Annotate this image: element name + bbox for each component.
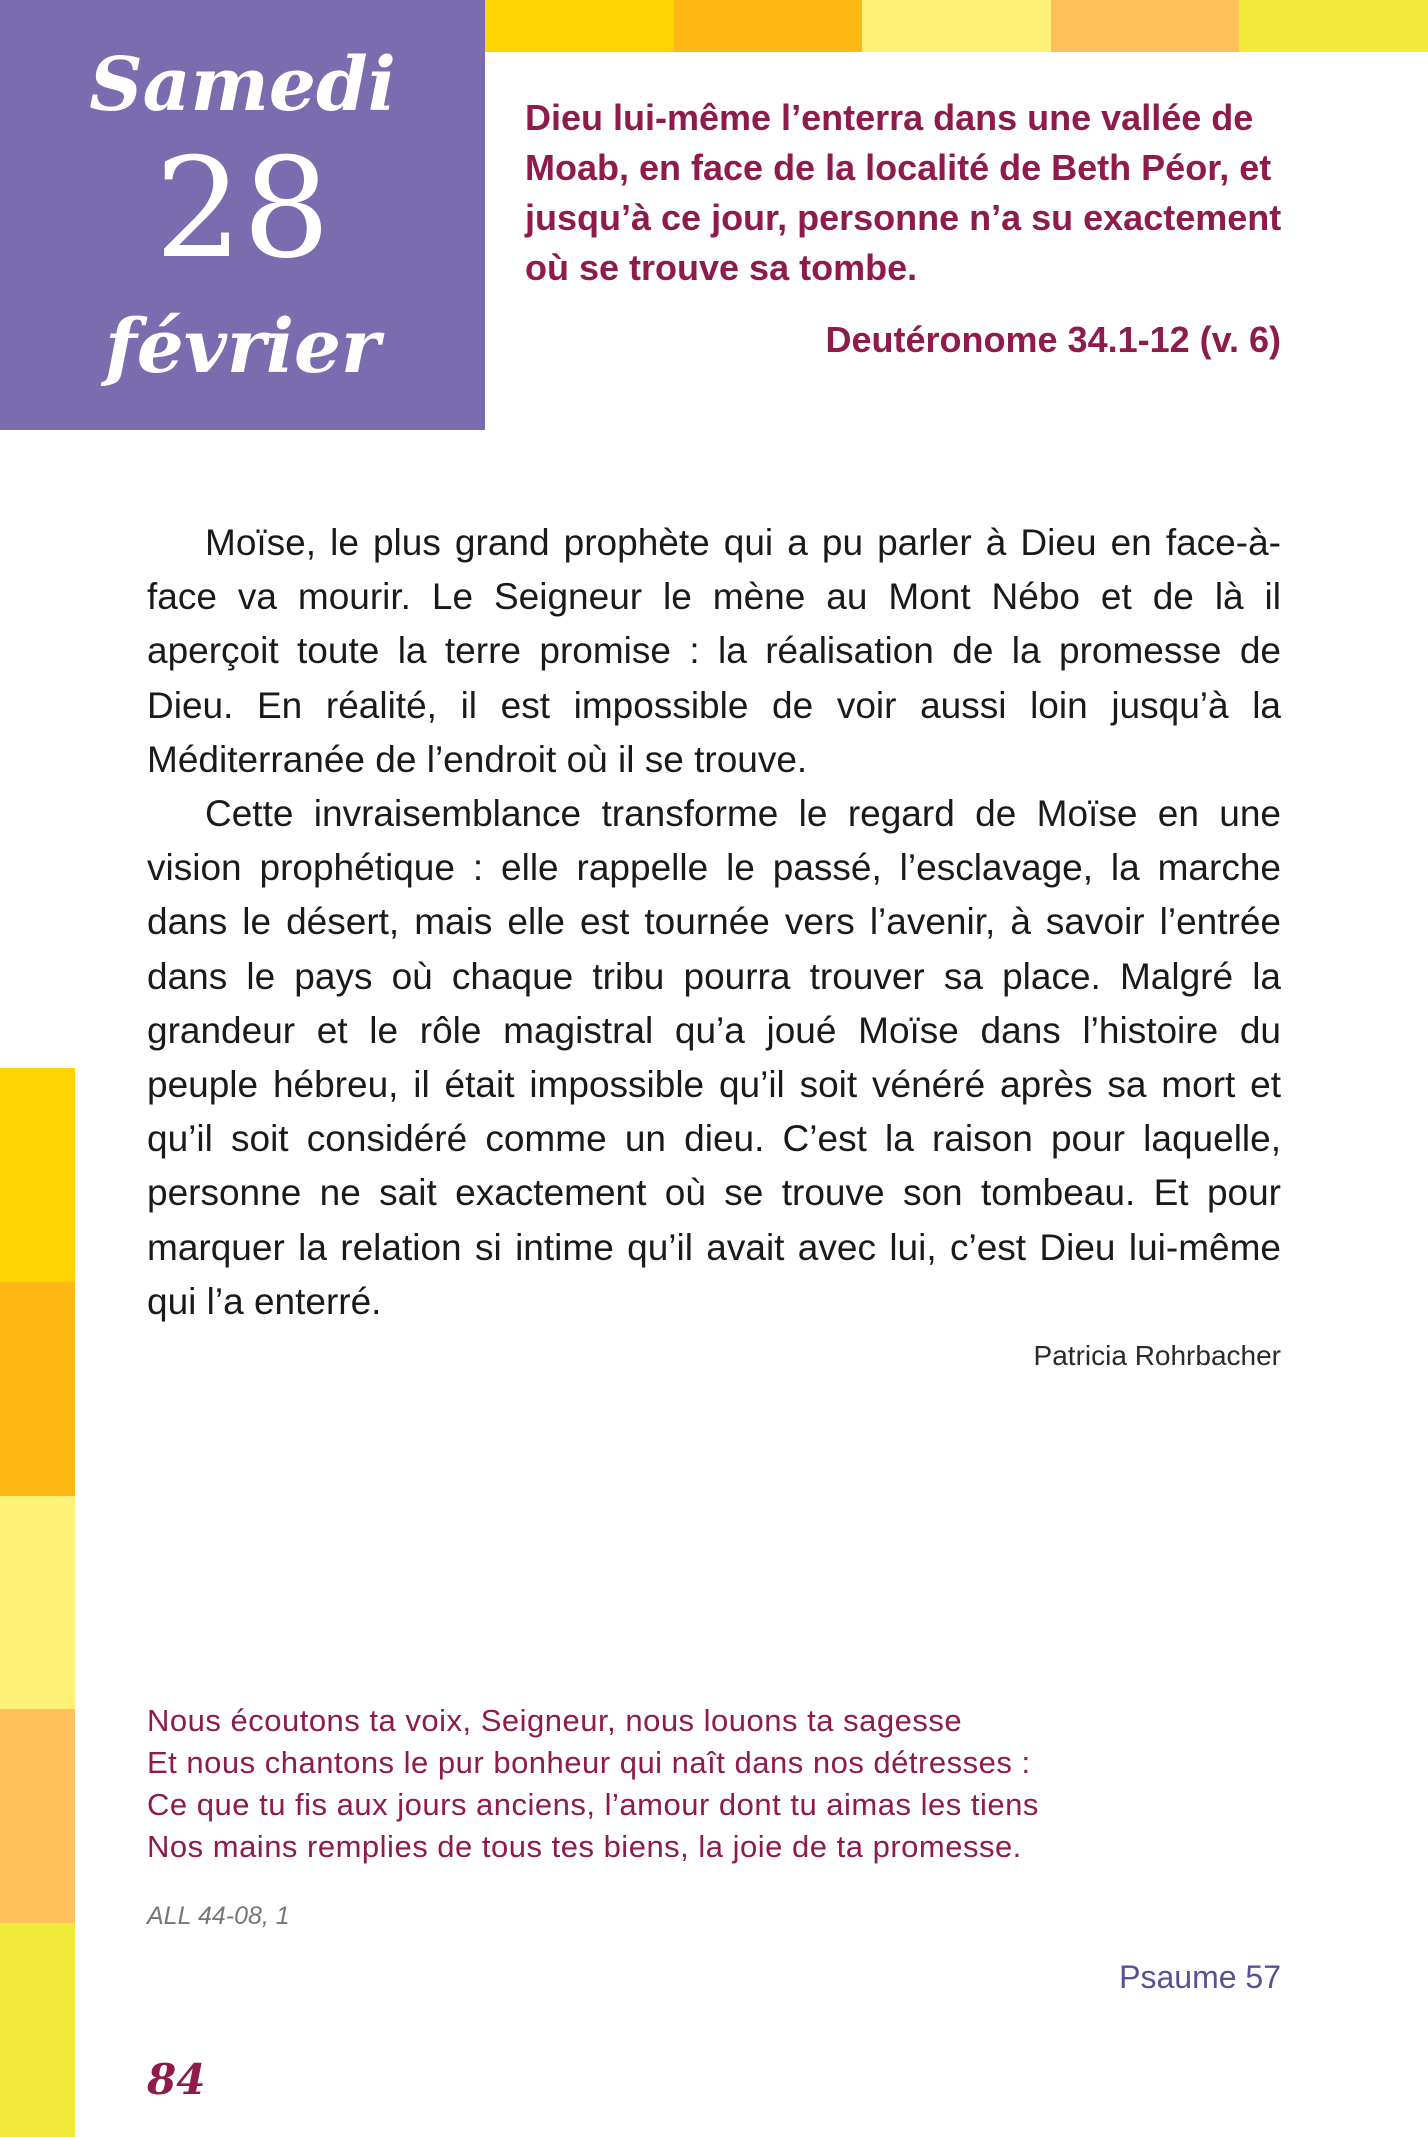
bible-verse: Dieu lui-même l’enterra dans une vallée de Moab, en face de la localité de Beth Péor, et jusqu’à ce jour, personne n’a su exactement où se trouve sa tombe. <box>525 97 1282 288</box>
date-month: février <box>104 304 381 390</box>
top-stripe <box>485 0 674 52</box>
hymn-code: ALL 44-08, 1 <box>147 1902 290 1930</box>
prayer-line: Et nous chantons le pur bonheur qui naît dans nos détresses : <box>147 1745 1031 1780</box>
date-number: 28 <box>154 128 331 289</box>
left-stripe <box>0 1709 75 1923</box>
prayer-line: Nous écoutons ta voix, Seigneur, nous louons ta sagesse <box>147 1703 963 1738</box>
page-number: 84 <box>147 2055 206 2104</box>
top-stripe <box>1051 0 1240 52</box>
prayer-line: Ce que tu fis aux jours anciens, l’amour dont tu aimas les tiens <box>147 1787 1039 1822</box>
top-color-stripes <box>485 0 1428 52</box>
paragraph: Cette invraisemblance transforme le regard de Moïse en une vision prophétique : elle rappelle le passé, l’esclavage, la marche dans le désert, mais elle est tournée vers l’avenir, à savoir l’entrée dans le pays où chaque tribu pourra trouver sa place. Malgré la grandeur et le rôle magistral qu’a joué Moïse dans l’histoire du peuple hébreu, il était impossible qu’il soit vénéré après sa mort et qu’il soit considéré comme un dieu. C’est la raison pour laquelle, personne ne sait exactement où se trouve son tombeau. Et pour marquer la relation si intime qu’il avait avec lui, c’est Dieu lui-même qui l’a enterré. <box>147 793 1281 1322</box>
date-day: Samedi <box>89 42 396 128</box>
top-stripe <box>674 0 863 52</box>
prayer-line: Nos mains remplies de tous tes biens, la joie de ta promesse. <box>147 1829 1022 1864</box>
meditation-text <box>147 516 1281 1329</box>
date-box <box>0 0 485 430</box>
left-stripe <box>0 1923 75 2137</box>
top-stripe <box>862 0 1051 52</box>
left-stripe <box>0 1282 75 1496</box>
left-stripe <box>0 1496 75 1710</box>
left-stripe <box>0 1068 75 1282</box>
paragraph: Moïse, le plus grand prophète qui a pu parler à Dieu en face-à-face va mourir. Le Seigneur le mène au Mont Nébo et de là il aperçoit toute la terre promise : la réalisation de la promesse de Dieu. En réalité, il est impossible de voir aussi loin jusqu’à la Méditerranée de l’endroit où il se trouve. <box>147 522 1281 780</box>
left-color-stripes <box>0 1068 75 2137</box>
verse-reference: Deutéronome 34.1-12 (v. 6) <box>825 319 1281 360</box>
top-stripe <box>1239 0 1428 52</box>
psalm-reference: Psaume 57 <box>1119 1959 1281 1995</box>
prayer-hymn <box>147 1700 1281 1868</box>
author-name: Patricia Rohrbacher <box>1033 1340 1281 1371</box>
